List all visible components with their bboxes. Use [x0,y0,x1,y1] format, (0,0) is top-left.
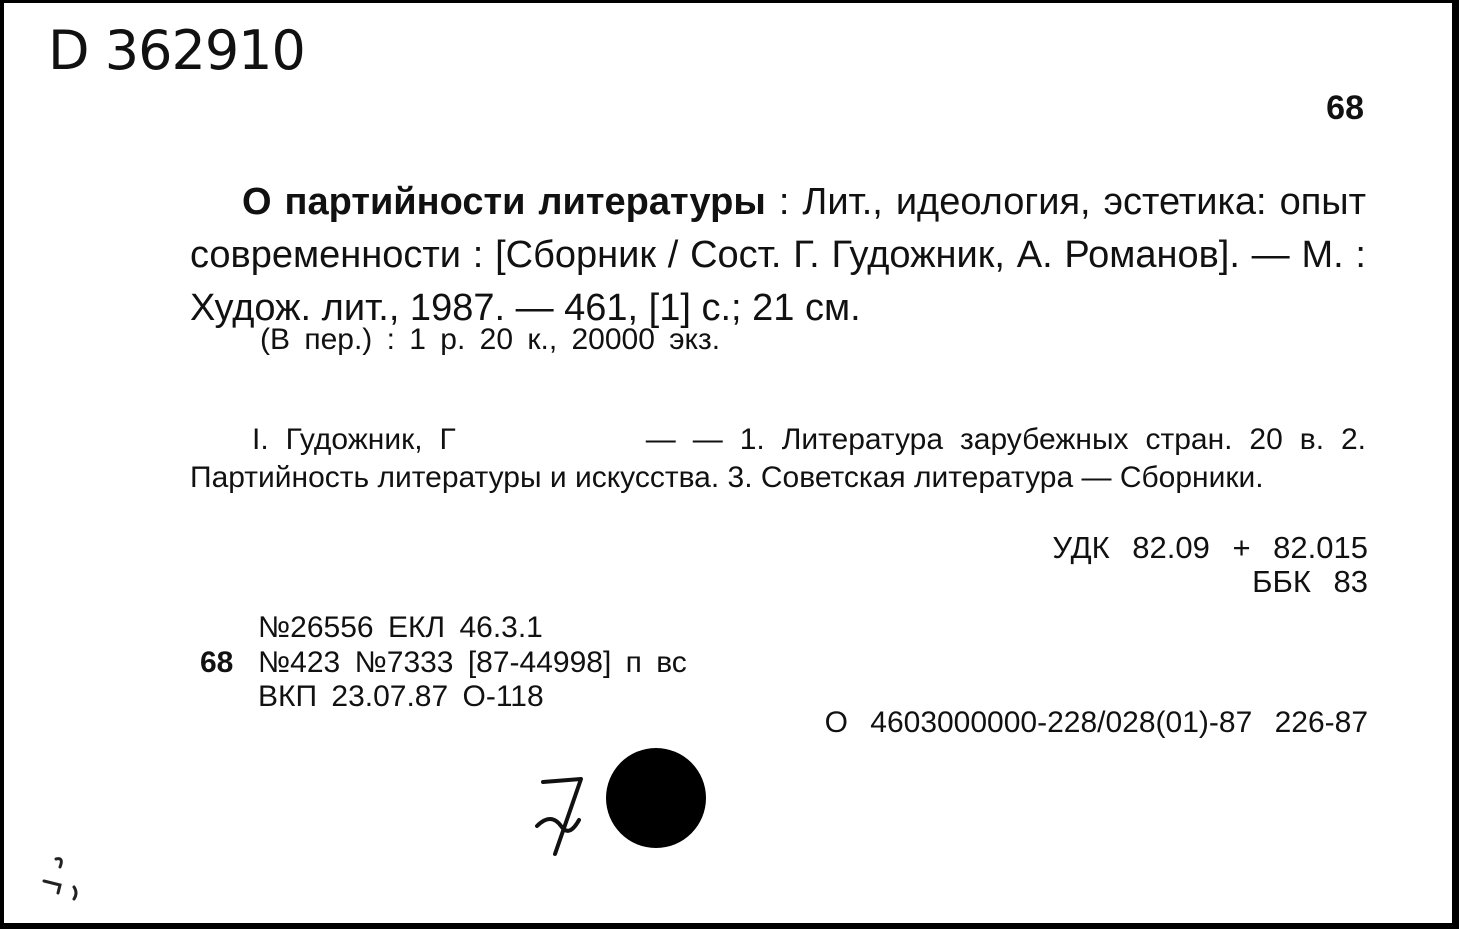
handwritten-mark [529,768,599,863]
card-number: 68 [1326,89,1364,127]
price-line: (В пер.) : 1 р. 20 к., 20000 экз. [260,323,721,356]
card-number-left: 68 [200,646,234,679]
pencil-mark [34,853,94,903]
book-title: О партийности литературы [242,181,766,223]
bibliographic-entry [190,176,1366,335]
card-id: D 362910 [48,19,305,82]
subject-list: 1. Литература зарубежных стран. 20 в. 2. Партийность литературы и искусства. 3. Советская литература — Сборники. [190,423,1367,494]
registration-line-1: №26556 ЕКЛ 46.3.1 [258,611,543,644]
bbk-code: ББК 83 [1252,564,1368,599]
bibliographic-description: : Лит., идеология, эстетика: опыт современности : [Сборник / Сост. Г. Гудожник, А. Романов]. — М. : Худож. лит., 1987. — 461, [1] с.; 21 см. [190,181,1367,329]
catalog-card [4,3,1452,923]
registration-line-2: №423 №7333 [87-44998] п вс [258,646,687,679]
registration-line-3: ВКП 23.07.87 О-118 [258,680,544,713]
publication-code: О 4603000000-228/028(01)-87 226-87 [824,706,1368,739]
subject-headings [190,421,1366,497]
heading-dashes: — — [645,423,723,456]
compiler-heading: I. Гудожник, Г [252,423,456,456]
punch-hole [606,748,706,848]
udk-code: УДК 82.09 + 82.015 [1052,530,1368,565]
